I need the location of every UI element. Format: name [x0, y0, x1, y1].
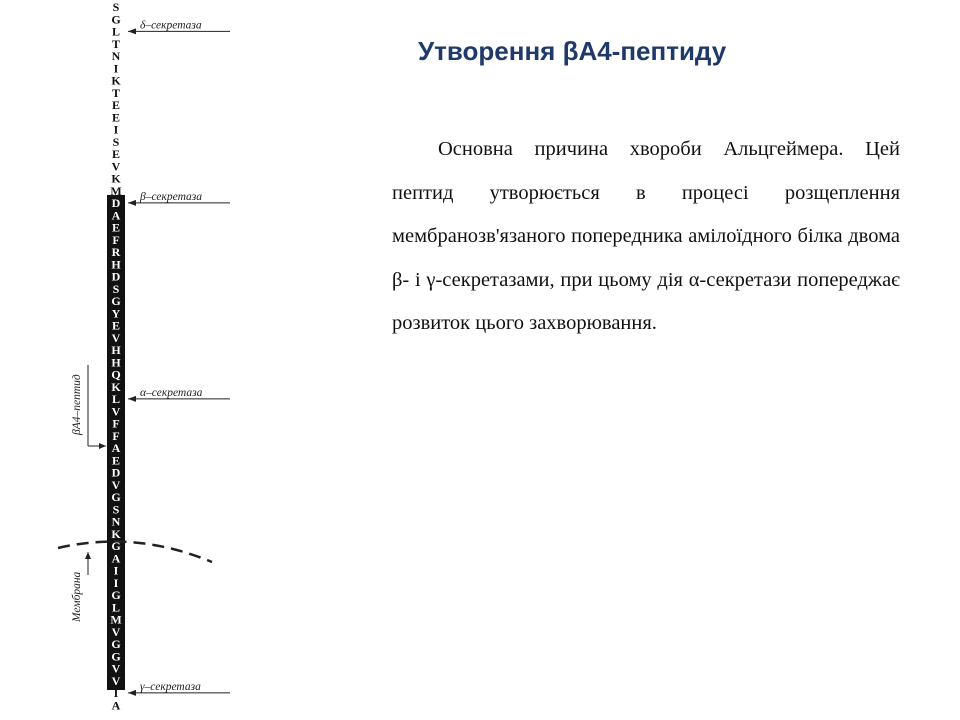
residue-top-2: L [111, 24, 121, 39]
residue-peptide-31: I [113, 575, 119, 590]
residue-top-7: T [111, 85, 121, 100]
residue-peptide-25: S [112, 502, 120, 517]
residue-peptide-18: F [112, 416, 120, 431]
cleavage-arrow-3 [128, 690, 136, 696]
residue-peptide-2: E [111, 220, 121, 235]
cleavage-label-0: δ–секретаза [140, 19, 202, 32]
residue-group [110, 0, 121, 712]
residue-peptide-5: H [111, 257, 121, 272]
residue-top-1: G [111, 12, 121, 27]
residue-peptide-12: H [111, 343, 121, 357]
membrane-pointer-arrowhead [85, 552, 91, 559]
residue-top-15: M [110, 183, 122, 198]
residue-peptide-29: A [111, 551, 121, 566]
residue-bottom-0: I [113, 686, 119, 700]
residue-peptide-1: A [111, 208, 121, 223]
residue-peptide-36: G [111, 637, 121, 651]
residue-peptide-11: V [111, 330, 121, 345]
residue-peptide-38: V [111, 661, 121, 676]
residue-peptide-39: V [111, 673, 121, 688]
residue-peptide-13: H [111, 355, 121, 370]
peptide-label: βА4–пептид [71, 374, 83, 435]
residue-peptide-8: G [111, 294, 121, 308]
residue-peptide-24: G [111, 490, 121, 504]
residue-peptide-14: Q [111, 367, 121, 382]
residue-top-8: E [111, 98, 121, 112]
residue-peptide-26: N [111, 514, 121, 529]
residue-peptide-10: E [111, 318, 121, 333]
residue-peptide-28: G [111, 539, 121, 553]
residue-peptide-33: L [111, 600, 121, 615]
cleavage-site-group [128, 19, 230, 696]
residue-peptide-19: F [112, 428, 120, 443]
residue-top-3: T [111, 36, 121, 51]
residue-peptide-20: A [111, 441, 121, 455]
residue-top-4: N [111, 49, 121, 63]
residue-peptide-27: K [111, 526, 121, 541]
residue-peptide-37: G [111, 649, 121, 664]
pointer-arrowhead [99, 443, 106, 449]
residue-peptide-16: L [111, 392, 121, 406]
residue-peptide-4: R [111, 245, 121, 259]
residue-top-6: K [111, 73, 121, 88]
residue-top-14: K [111, 171, 121, 186]
residue-peptide-15: K [111, 379, 121, 394]
slide-title: Утворення βА4-пептиду [418, 36, 727, 66]
residue-peptide-22: D [111, 465, 121, 480]
residue-top-0: S [112, 0, 120, 14]
residue-peptide-0: D [111, 196, 121, 210]
residue-peptide-34: M [110, 612, 122, 627]
membrane-label: Мембрана [71, 571, 83, 622]
residue-bottom-1: A [111, 698, 121, 713]
cleavage-label-2: α–секретаза [140, 386, 203, 399]
residue-peptide-35: V [111, 624, 121, 639]
residue-peptide-23: V [111, 477, 121, 492]
residue-top-5: I [113, 61, 119, 76]
residue-peptide-7: S [112, 281, 120, 296]
residue-top-12: E [111, 147, 121, 161]
cleavage-label-3: γ–секретаза [140, 680, 201, 693]
cleavage-arrow-2 [128, 396, 136, 402]
cleavage-arrow-0 [128, 28, 136, 34]
cleavage-label-1: β–секретаза [140, 190, 203, 203]
residue-peptide-6: D [111, 269, 121, 284]
body-paragraph: Основна причина хвороби Альцгеймера. Цей пептид утворюється в процесі розщеплення мембранозв'язаного попередника амілоїдного білка двома β- і γ-секретазами, при цьому дія α-секретази попереджає розвиток цього захворювання. [392, 138, 900, 335]
membrane-curve [58, 542, 212, 562]
residue-peptide-21: E [111, 453, 121, 468]
cleavage-arrow-1 [128, 200, 136, 206]
residue-top-9: E [111, 110, 121, 125]
amyloid-sequence-diagram [0, 0, 260, 720]
residue-peptide-3: F [112, 232, 120, 247]
residue-peptide-17: V [111, 404, 121, 419]
residue-top-11: S [112, 134, 120, 149]
residue-peptide-30: I [113, 563, 119, 578]
residue-top-10: I [113, 122, 119, 137]
residue-top-13: V [111, 159, 121, 174]
residue-peptide-9: Y [111, 306, 121, 321]
residue-peptide-32: G [111, 588, 121, 602]
